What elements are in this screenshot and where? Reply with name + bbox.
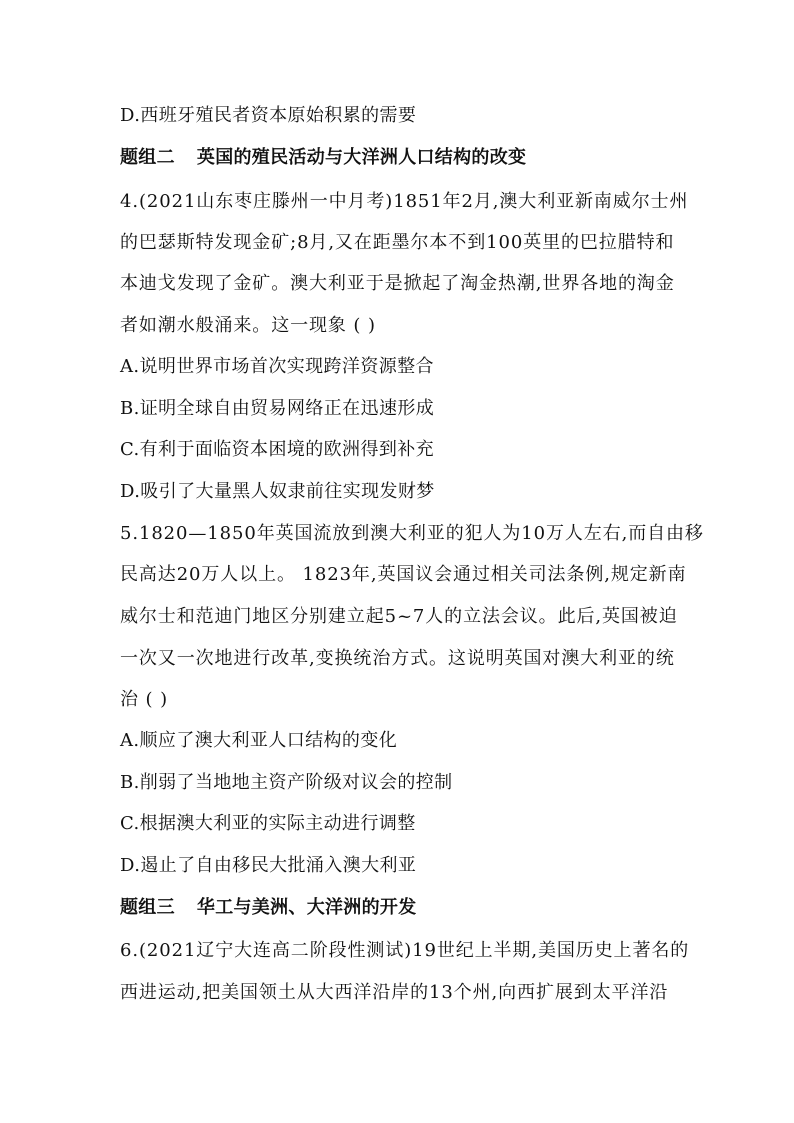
group2-title: 英国的殖民活动与大洋洲人口结构的改变: [196, 147, 527, 168]
q4-option-a: A.说明世界市场首次实现跨洋资源整合: [120, 356, 434, 377]
group2-heading: [120, 145, 680, 171]
q6-line-2: 西进运动,把美国领土从大西洋沿岸的13个州,向西扩展到太平洋沿: [120, 982, 669, 1003]
q4-line-2: 的巴瑟斯特发现金矿;8月,又在距墨尔本不到100英里的巴拉腊特和: [120, 232, 675, 253]
q3-option-d: D.西班牙殖民者资本原始积累的需要: [120, 105, 417, 126]
group3-label: 题组三: [120, 897, 175, 918]
q5-line-3: 威尔士和范迪门地区分别建立起5~7人的立法会议。此后,英国被迫: [120, 606, 678, 627]
q5-line-5: 治 ( ): [120, 689, 168, 710]
q5-line-1: 5.1820—1850年英国流放到澳大利亚的犯人为10万人左右,而自由移: [120, 523, 704, 544]
q5-option-c: C.根据澳大利亚的实际主动进行调整: [120, 813, 416, 834]
group3-heading: [120, 895, 680, 921]
q4-option-c: C.有利于面临资本困境的欧洲得到补充: [120, 439, 435, 460]
q5-option-d: D.遏止了自由移民大批涌入澳大利亚: [120, 855, 417, 876]
q5-option-a: A.顺应了澳大利亚人口结构的变化: [120, 730, 398, 751]
q4-option-b: B.证明全球自由贸易网络正在迅速形成: [120, 398, 435, 419]
q5-line-4: 一次又一次地进行改革,变换统治方式。这说明英国对澳大利亚的统: [120, 648, 675, 669]
q5-line-2: 民高达20万人以上。 1823年,英国议会通过相关司法条例,规定新南: [120, 564, 687, 585]
group2-label: 题组二: [120, 147, 175, 168]
q4-line-1: 4.(2021山东枣庄滕州一中月考)1851年2月,澳大利亚新南威尔士州: [120, 191, 689, 212]
group3-title: 华工与美洲、大洋洲的开发: [196, 897, 417, 918]
q4-option-d: D.吸引了大量黑人奴隶前往实现发财梦: [120, 481, 435, 502]
q4-line-3: 本迪戈发现了金矿。澳大利亚于是掀起了淘金热潮,世界各地的淘金: [120, 273, 675, 294]
q6-line-1: 6.(2021辽宁大连高二阶段性测试)19世纪上半期,美国历史上著名的: [120, 940, 690, 961]
q5-option-b: B.削弱了当地地主资产阶级对议会的控制: [120, 772, 453, 793]
q4-line-4: 者如潮水般涌来。这一现象 ( ): [120, 315, 376, 336]
